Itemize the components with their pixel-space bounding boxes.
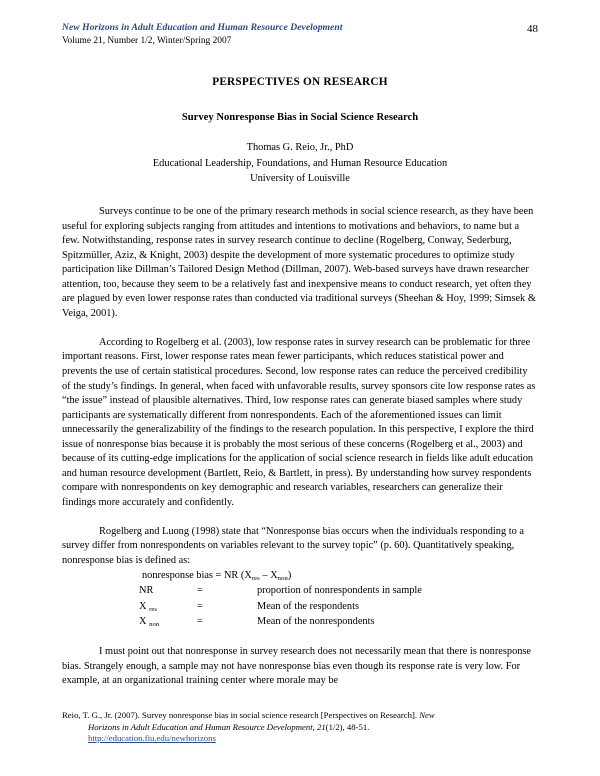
journal-title: New Horizons in Adult Education and Human Resource Development <box>62 22 343 33</box>
citation-url-link[interactable]: http://education.fiu.edu/newhorizons <box>88 733 216 744</box>
formula-equation-middle: – X <box>259 569 278 581</box>
formula-equation <box>142 569 538 585</box>
nonresponse-bias-formula <box>62 569 538 631</box>
article-body <box>62 205 538 703</box>
paragraph-4: I must point out that nonresponse in survey research does not necessarily mean that there is nonresponse bias. Strangely enough, a sample may not have nonresponse bias even though its response rate is very low. For example, at an organizational training center where morale may be <box>62 646 532 687</box>
definition-text: proportion of nonrespondents in sample <box>257 585 422 597</box>
citation-journal-continued: Horizons in Adult Education and Human Resource Development, 21 <box>88 721 326 732</box>
running-head-row <box>62 22 538 47</box>
citation-line-1 <box>62 710 538 722</box>
author-name: Thomas G. Reio, Jr., PhD <box>246 142 354 153</box>
formula-subscript-non: non <box>277 574 288 582</box>
running-head-text-group <box>62 22 342 47</box>
citation-issue-pages: (1/2), 48-51. <box>325 721 370 732</box>
paragraph-1: Surveys continue to be one of the primary research methods in social science research, as they have been useful for exploring subjects ranging from attitudes and intentions to motivations and behaviors, to name but a few. Notwithstanding, response rates in survey research continue to decline (Rogelberg, Conway, Sederburg, Spitzmüller, Aziz, & Knight, 2003) despite the development of more systematic procedures to optimize study participation like Dillman’s Tailored Design Method (Dillman, 2007). Web-based surveys have drawn researcher attention, too, because they seem to be a relatively fast and inexpensive means to conduct research, yet often they are plagued by even lower response rates than conducted via traditional surveys (Sheehan & Hoy, 1999; Simsek & Veiga, 2001). <box>62 206 536 319</box>
formula-definition-row <box>139 584 538 600</box>
definition-symbol <box>139 600 197 616</box>
definition-text: Mean of the nonrespondents <box>257 616 375 628</box>
formula-definition-row <box>139 600 538 616</box>
definition-text: Mean of the respondents <box>257 600 359 612</box>
formula-equation-prefix: nonresponse bias = NR (X <box>142 569 252 581</box>
definition-equals: = <box>197 616 203 628</box>
author-affiliation: Educational Leadership, Foundations, and Human Resource Education <box>152 157 448 169</box>
byline <box>0 140 600 187</box>
paragraph-2: According to Rogelberg et al. (2003), low response rates in survey research can be problematic for three important reasons. First, lower response rates mean fewer participants, which reduces statistical power and prevents the use of certain statistical procedures. Second, low response rates can reduce the perceived credibility of the study’s findings. In general, when faced with unfavorable results, survey sponsors cite low response rates as “the issue” instead of plausible alternatives. Third, low response rates can generate biased samples where study participants are systematically different from nonrespondents. Each of the aforementioned issues can limit unnecessarily the generalizability of the findings to the research population. In this perspective, I explore the third issue of nonresponse bias because it is probably the most serious of these concerns (Rogelberg et al., 2003) and because of its cutting-edge implications for the application of social science research in fields like adult education and human resource development (Bartlett, Reio, & Bartlett, in press). By understanding how survey respondents compare with nonrespondents on key demographic and research variables, researchers can generalize their findings more accurately and confidently. <box>62 336 536 508</box>
volume-issue-line: Volume 21, Number 1/2, Winter/Spring 2007 <box>62 36 232 46</box>
definition-symbol-text: X <box>139 616 147 628</box>
citation-text: Reio, T. G., Jr. (2007). Survey nonresponse bias in social science research [Perspectives on Research]. <box>62 710 420 720</box>
paragraph-3: Rogelberg and Luong (1998) state that “Nonresponse bias occurs when the individuals responding to a survey differ from nonrespondents on variables relevant to the survey topic” (p. 60). Quantitatively speaking, nonresponse bias is defined as: <box>62 525 524 567</box>
running-head <box>62 22 538 47</box>
article-title: Survey Nonresponse Bias in Social Science Research <box>181 112 419 123</box>
definition-equals: = <box>197 600 203 612</box>
section-heading: PERSPECTIVES ON RESEARCH <box>212 76 388 88</box>
definition-symbol-text: NR <box>139 585 154 597</box>
citation-line-2 <box>88 722 538 734</box>
formula-definition-row <box>139 615 538 631</box>
formula-equation-suffix: ) <box>287 569 292 581</box>
definition-symbol-subscript: res <box>149 605 158 613</box>
author-institution: University of Louisville <box>250 173 350 184</box>
definition-symbol-text: X <box>139 600 147 612</box>
page-number: 48 <box>527 23 538 35</box>
citation-journal-start: New <box>419 710 435 720</box>
formula-subscript-res: res <box>251 574 260 582</box>
definition-symbol <box>139 584 197 600</box>
definition-equals: = <box>197 585 203 597</box>
definition-symbol-subscript: non <box>149 621 160 629</box>
footer-citation <box>62 710 538 745</box>
definition-symbol <box>139 615 197 631</box>
